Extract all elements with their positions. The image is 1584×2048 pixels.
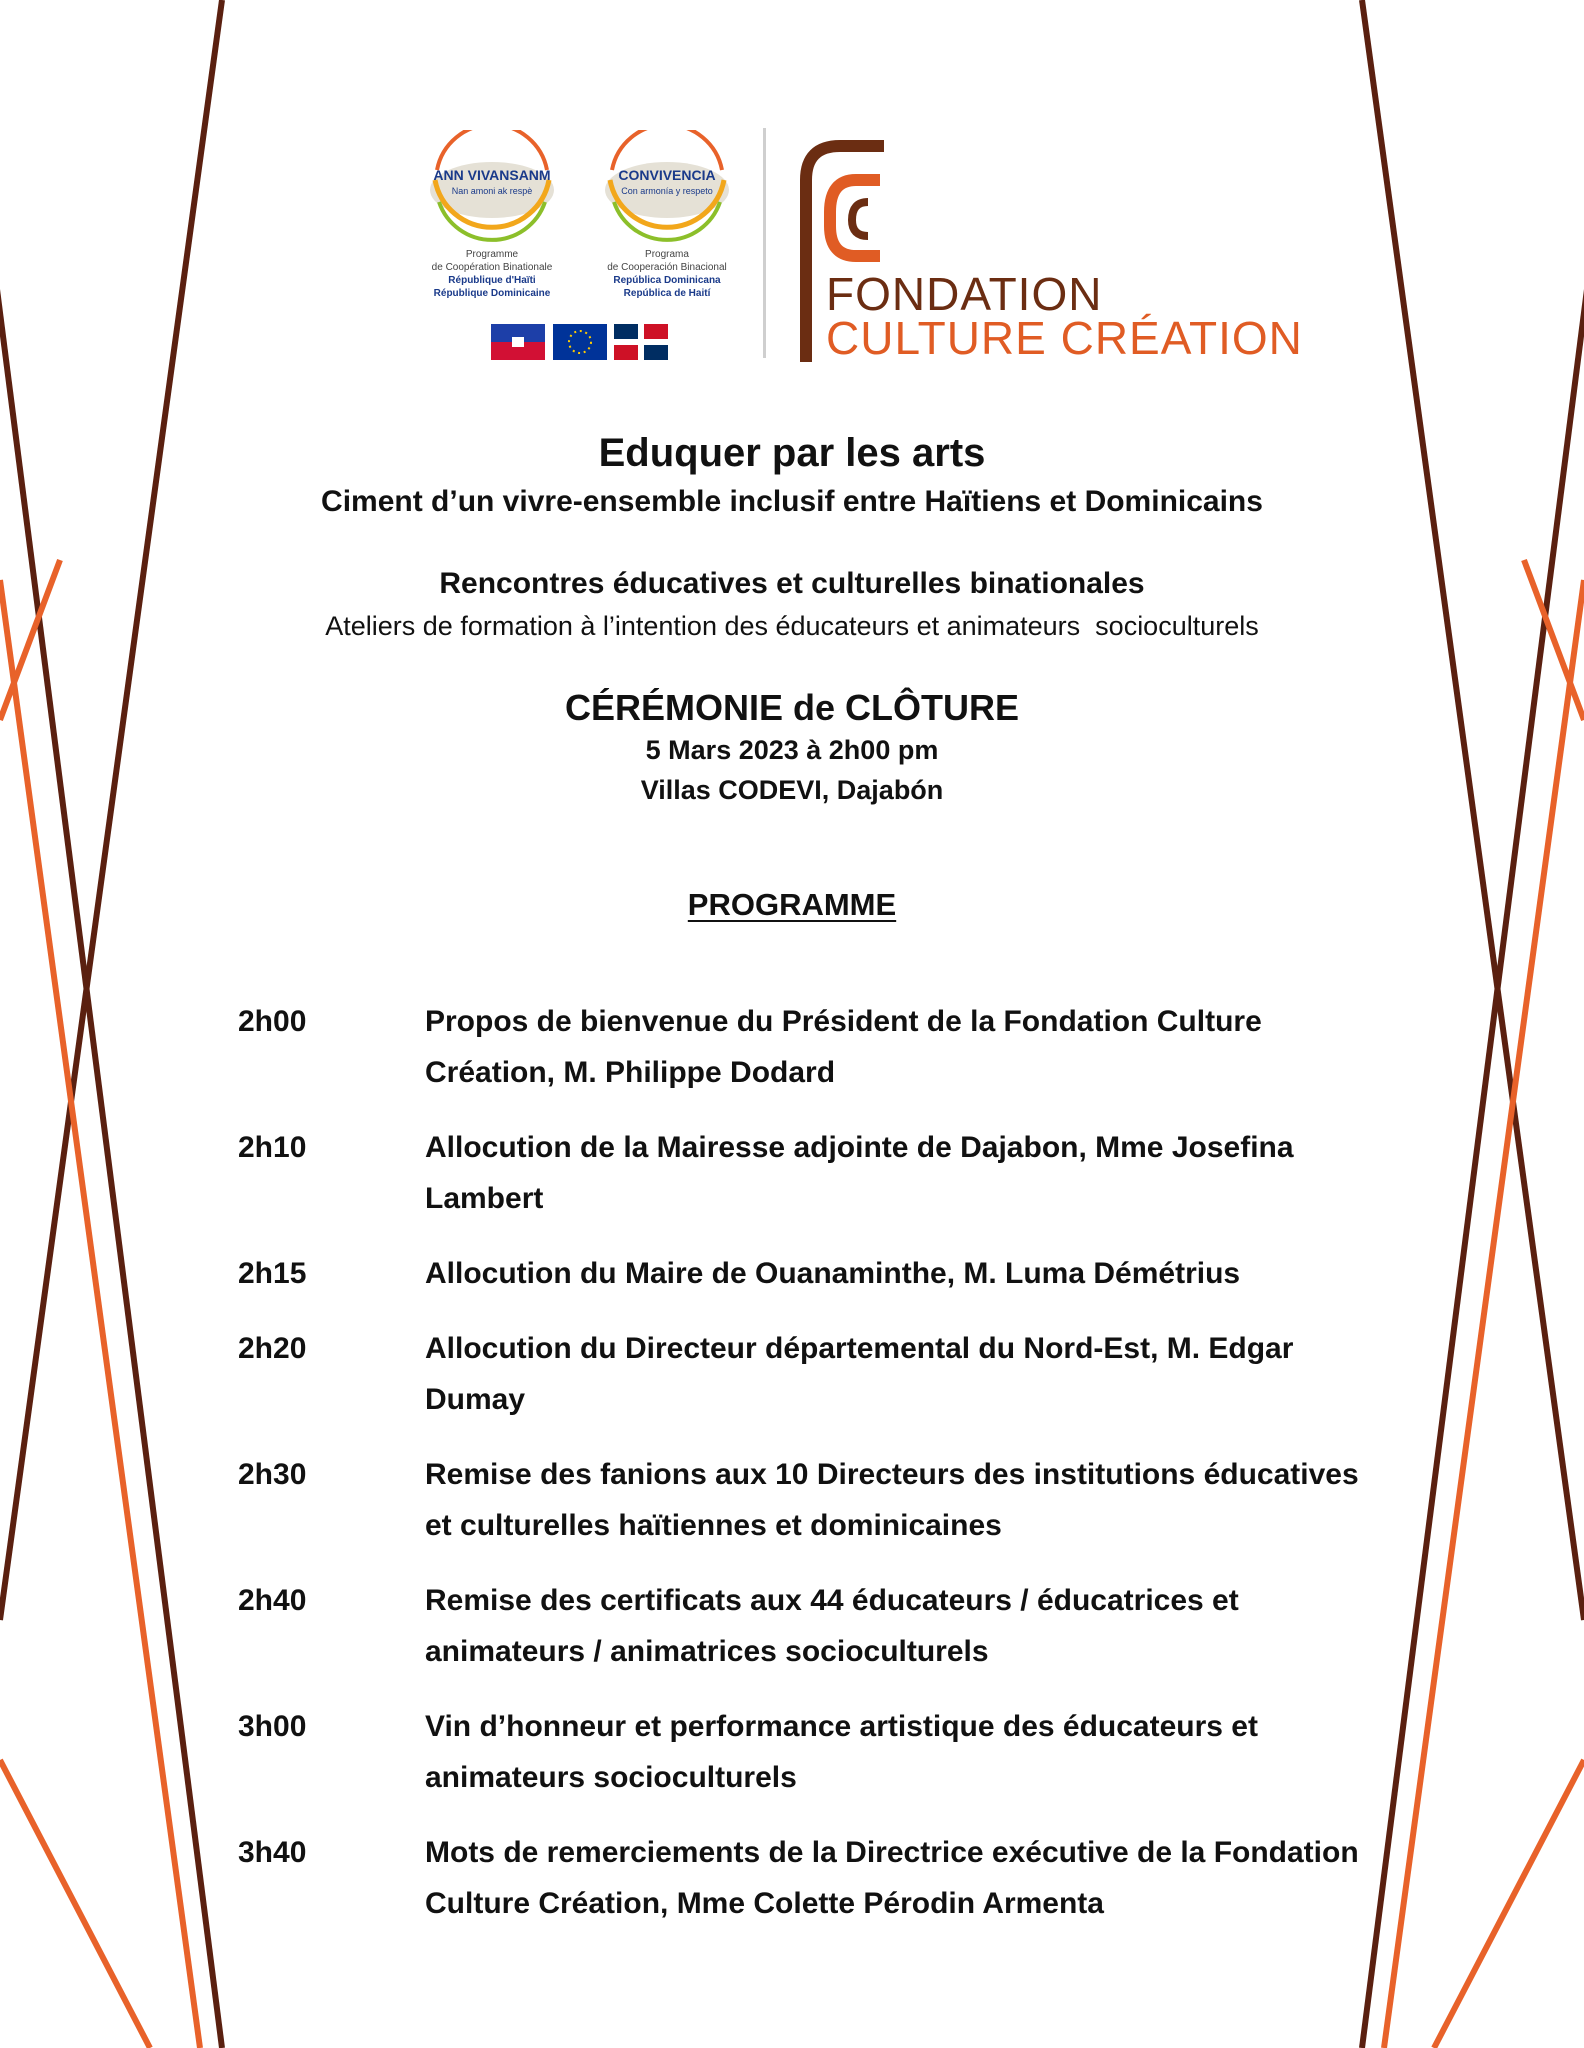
agenda-time: 2h00 xyxy=(238,1005,307,1038)
annvivansanm-country-line1: République d'Haïti xyxy=(448,275,536,286)
agenda-item xyxy=(238,1449,1378,1551)
convivencia-country-line1: República Dominicana xyxy=(613,275,721,286)
agenda-time: 3h00 xyxy=(238,1710,307,1743)
convivencia-tagline: Con armonía y respeto xyxy=(621,186,713,196)
agenda-item xyxy=(238,1701,1378,1803)
event-venue: Villas CODEVI, Dajabón xyxy=(640,775,944,805)
convivencia-emblem-icon xyxy=(592,130,742,248)
haiti-flag-icon xyxy=(491,324,545,360)
agenda-time: 2h20 xyxy=(238,1332,307,1365)
agenda-time: 2h10 xyxy=(238,1131,307,1164)
ceremony-title: CÉRÉMONIE de CLÔTURE xyxy=(564,687,1020,728)
agenda-item xyxy=(238,1122,1378,1224)
programme-heading-text: PROGRAMME xyxy=(687,887,897,922)
agenda-item xyxy=(238,1323,1378,1425)
meeting-heading: Rencontres éducatives et culturelles binationales xyxy=(439,567,1145,600)
annvivansanm-tagline: Nan amoni ak respè xyxy=(451,186,533,196)
convivencia-logo xyxy=(592,130,742,300)
convivencia-program-line1: Programa xyxy=(645,249,689,260)
annvivansanm-country-line2: République Dominicaine xyxy=(433,288,551,299)
event-date: 5 Mars 2023 à 2h00 pm xyxy=(645,735,939,765)
agenda-item xyxy=(238,1827,1378,1929)
fcc-logo-sub: CULTURE CRÉATION xyxy=(826,312,1303,364)
agenda-item xyxy=(238,1575,1378,1677)
agenda-text: Remise des certificats aux 44 éducateurs / éducatrices et animateurs / animatrices socioculturels xyxy=(425,1584,1239,1668)
agenda-text: Remise des fanions aux 10 Directeurs des institutions éducatives et culturelles haïtiennes et dominicaines xyxy=(425,1458,1359,1542)
left-brown-line-2 xyxy=(0,0,222,2048)
logo-divider xyxy=(763,128,766,358)
right-brown-line-2 xyxy=(1362,0,1584,2048)
programme-heading xyxy=(0,882,1584,928)
agenda-item xyxy=(238,996,1378,1098)
annvivansanm-logo xyxy=(417,130,567,300)
convivencia-program-line2: de Cooperación Binacional xyxy=(607,262,727,273)
agenda-text: Mots de remerciements de la Directrice exécutive de la Fondation Culture Création, Mme Colette Pérodin Armenta xyxy=(425,1836,1359,1920)
agenda-time: 2h40 xyxy=(238,1584,307,1617)
agenda-item xyxy=(238,1248,1378,1299)
agenda-text: Vin d’honneur et performance artistique des éducateurs et animateurs socioculturels xyxy=(425,1710,1258,1794)
agenda-text: Allocution de la Mairesse adjointe de Dajabon, Mme Josefina Lambert xyxy=(425,1131,1294,1215)
annvivansanm-emblem-icon xyxy=(417,130,567,248)
agenda-time: 2h15 xyxy=(238,1257,307,1290)
convivencia-brand: CONVIVENCIA xyxy=(618,167,716,183)
agenda-text: Propos de bienvenue du Président de la Fondation Culture Création, M. Philippe Dodard xyxy=(425,1005,1262,1089)
agenda-text: Allocution du Maire de Ouanaminthe, M. Luma Démétrius xyxy=(425,1257,1241,1290)
eu-flag-icon xyxy=(553,324,607,360)
annvivansanm-program-line2: de Coopération Binationale xyxy=(431,262,553,273)
document-title: Eduquer par les arts xyxy=(598,431,986,475)
dominican-republic-flag-icon xyxy=(614,324,668,360)
agenda-text: Allocution du Directeur départemental du Nord-Est, M. Edgar Dumay xyxy=(425,1332,1294,1416)
convivencia-country-line2: República de Haití xyxy=(623,288,711,299)
left-orange-line-3 xyxy=(0,1760,150,2048)
fcc-logo-name: FONDATION xyxy=(826,268,1103,320)
right-orange-line-3 xyxy=(1434,1760,1584,2048)
annvivansanm-brand: ANN VIVANSANM xyxy=(433,167,551,183)
programme-agenda xyxy=(238,996,1378,1929)
workshop-description: Ateliers de formation à l’intention des éducateurs et animateurs socioculturels xyxy=(325,611,1259,641)
annvivansanm-program-line1: Programme xyxy=(465,249,519,260)
agenda-time: 3h40 xyxy=(238,1836,307,1869)
agenda-time: 2h30 xyxy=(238,1458,307,1491)
document-subtitle: Ciment d’un vivre-ensemble inclusif entre Haïtiens et Dominicains xyxy=(321,485,1263,518)
